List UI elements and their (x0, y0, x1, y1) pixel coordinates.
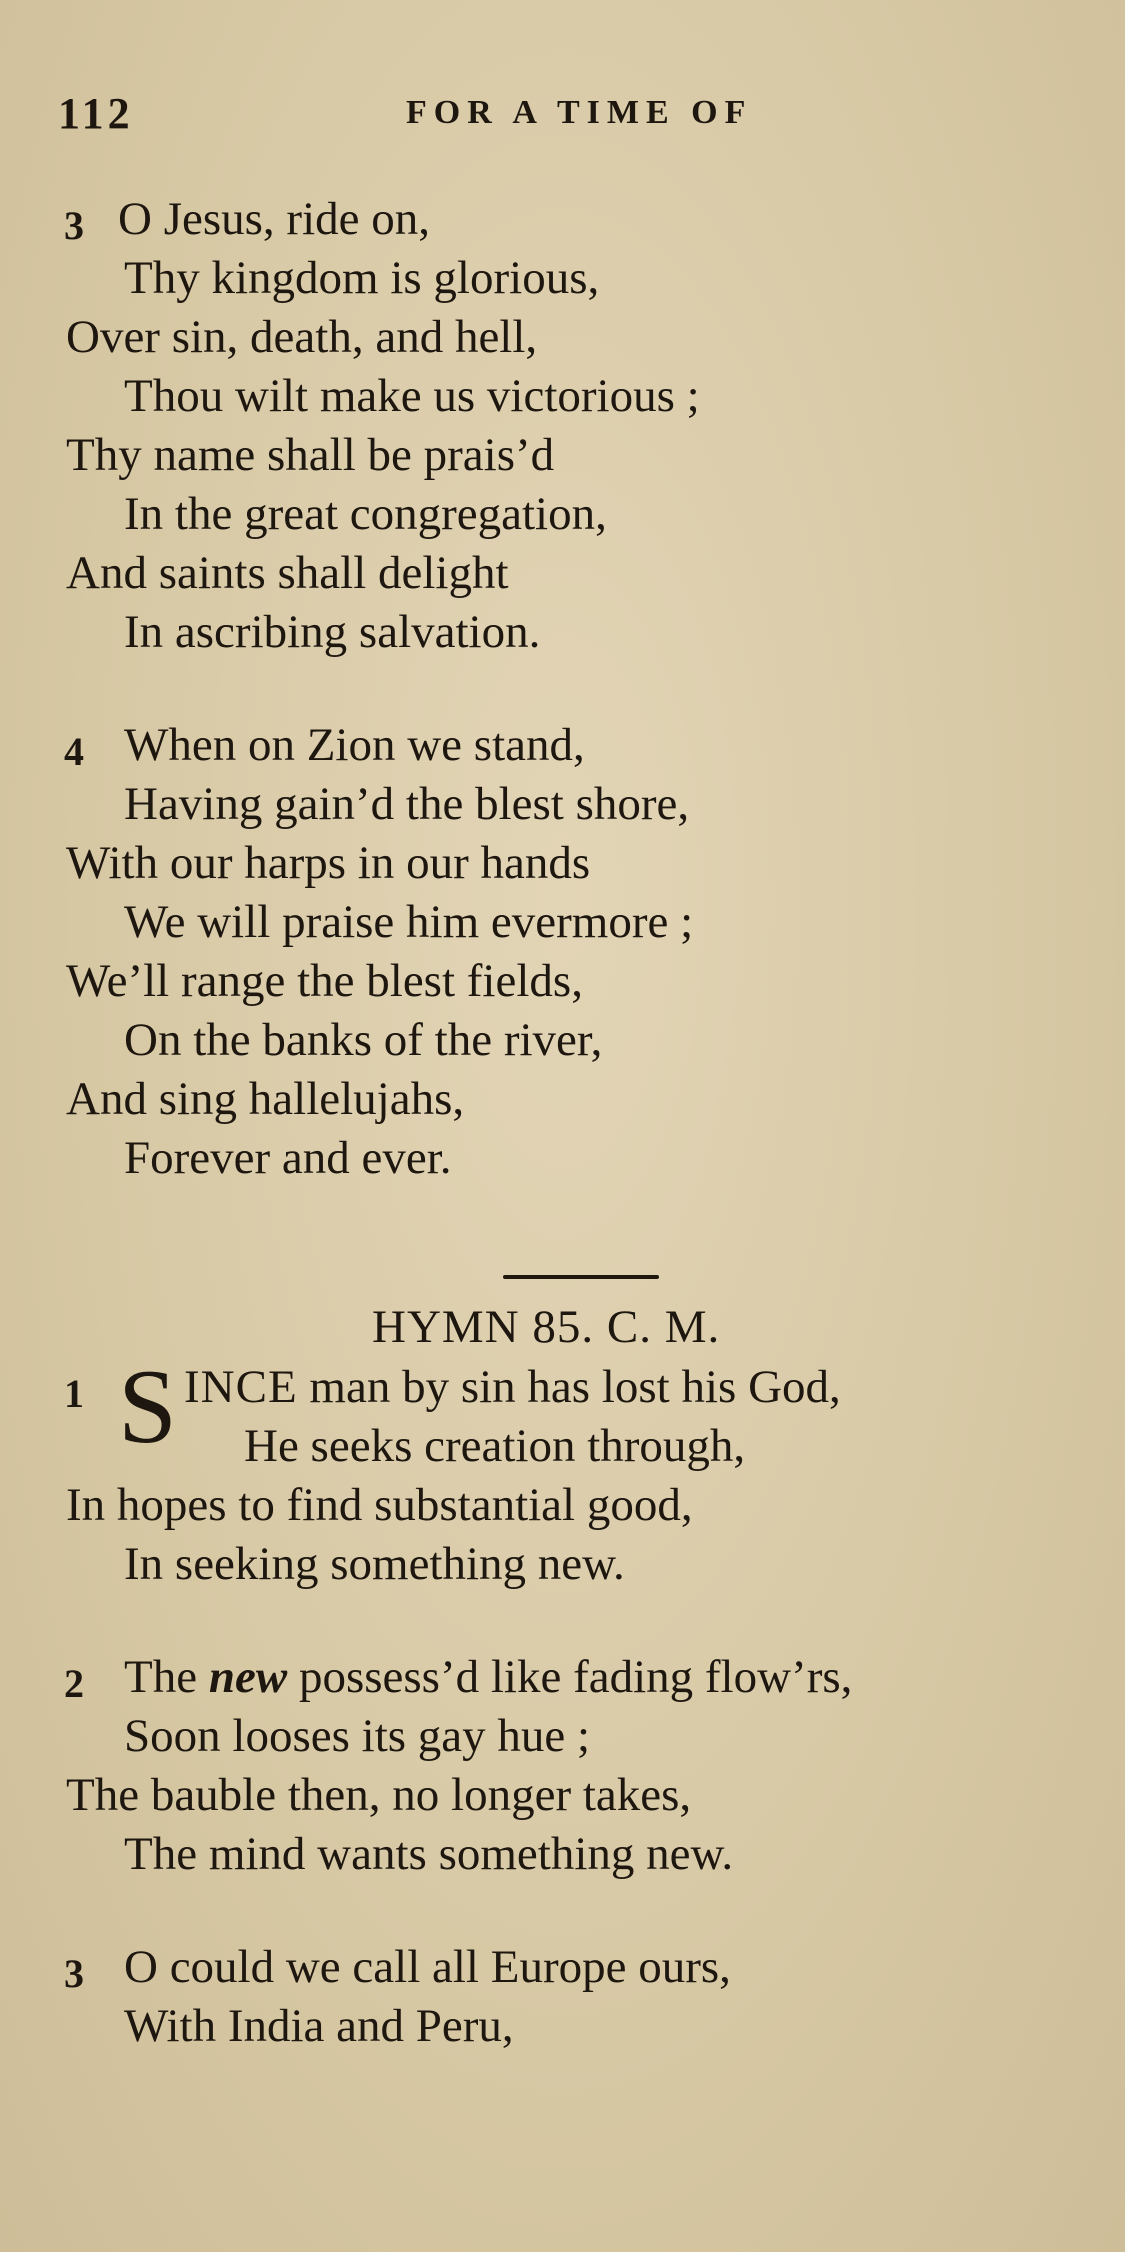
verse-line: Thou wilt make us victorious ; (124, 370, 700, 422)
running-head: FOR A TIME OF (406, 94, 753, 131)
verse-line: In seeking something new. (124, 1538, 625, 1590)
small-caps-word: INCE (184, 1361, 298, 1413)
stanza-number: 4 (64, 729, 84, 774)
verse-line: In the great congregation, (124, 488, 607, 540)
stanza-number: 1 (64, 1371, 84, 1416)
verse-line: Thy name shall be prais’d (66, 429, 555, 481)
verse-line: He seeks creation through, (244, 1420, 746, 1472)
verse-line: With our harps in our hands (66, 837, 591, 889)
verse-line: Thy kingdom is glorious, (124, 252, 600, 304)
verse-line: The bauble then, no longer takes, (66, 1769, 692, 1821)
page-number: 112 (58, 89, 134, 138)
verse-line: We will praise him evermore ; (124, 896, 694, 948)
stanza-number: 2 (64, 1661, 84, 1706)
verse-line (184, 1361, 841, 1413)
verse-line: O could we call all Europe ours, (124, 1941, 731, 1993)
section-divider (503, 1275, 659, 1279)
verse-line-tail: man by sin has lost his God, (309, 1361, 841, 1413)
verse-line: In ascribing salvation. (124, 606, 541, 658)
verse-line: When on Zion we stand, (124, 719, 585, 771)
verse-line: Having gain’d the blest shore, (124, 778, 690, 830)
verse-line: On the banks of the river, (124, 1014, 603, 1066)
stanza-number: 3 (64, 203, 84, 248)
verse-line: Forever and ever. (124, 1132, 452, 1184)
verse-line-tail: possess’d like fading flow’rs, (298, 1651, 853, 1703)
page-header (58, 88, 1068, 138)
italic-word: new (208, 1651, 288, 1703)
verse-line: O Jesus, ride on, (118, 193, 430, 245)
verse-line: In hopes to find substantial good, (66, 1479, 693, 1531)
verse-line (124, 1651, 853, 1703)
stanza-number: 3 (64, 1951, 84, 1996)
verse-line: Over sin, death, and hell, (66, 311, 538, 363)
verse-line: And sing hallelujahs, (66, 1073, 465, 1125)
hymn-title: HYMN 85. C. M. (372, 1301, 721, 1353)
verse-word: The (124, 1651, 198, 1703)
verse-line: And saints shall delight (66, 547, 509, 599)
verse-line: Soon looses its gay hue ; (124, 1710, 591, 1762)
drop-cap: S (118, 1348, 177, 1465)
verse-line: We’ll range the blest fields, (66, 955, 583, 1007)
verse-line: The mind wants something new. (124, 1828, 734, 1880)
verse-line: With India and Peru, (124, 2000, 514, 2052)
